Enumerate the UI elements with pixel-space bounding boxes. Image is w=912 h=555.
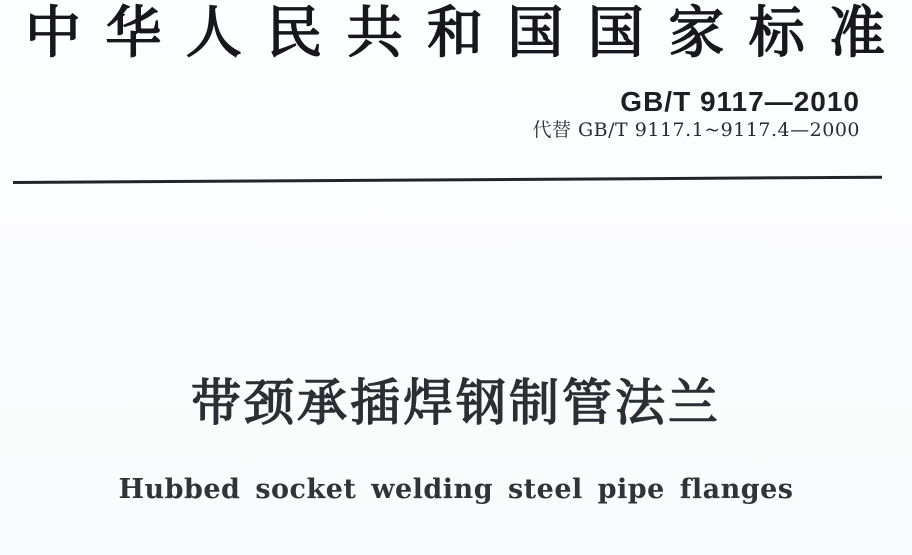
standard-code: GB/T 9117—2010 [620,86,860,117]
header-divider-rule [13,176,882,184]
document-title-english: Hubbed socket welding steel pipe flanges [118,474,794,505]
standard-replaces-note: 代替 GB/T 9117.1~9117.4—2000 [532,119,860,141]
national-standard-heading: 中华人民共和国国家标准 [25,0,885,66]
standard-code-block [532,86,860,142]
document-title-chinese: 带颈承插焊钢制管法兰 [191,374,721,432]
